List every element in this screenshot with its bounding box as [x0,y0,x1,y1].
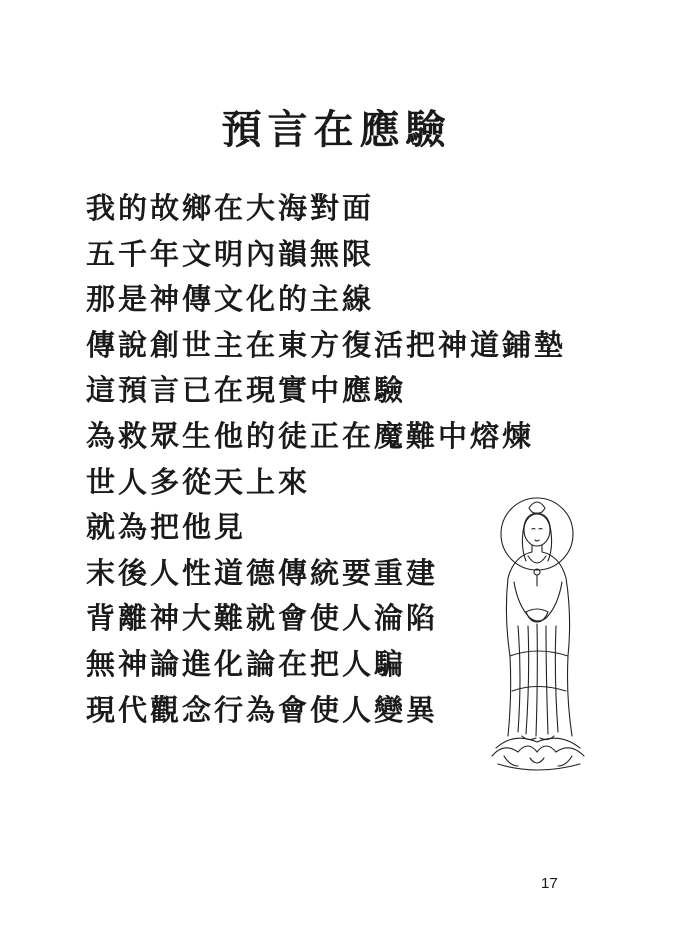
bodhisattva-figure-icon [474,486,604,776]
poem-line: 就為把他見 [86,510,247,545]
poem-line: 無神論進化論在把人騙 [86,646,407,681]
poem-line: 世人多從天上來 [86,464,311,499]
poem-line: 那是神傳文化的主線 [86,282,375,317]
page-number: 17 [541,875,558,892]
poem-line: 為救眾生他的徒正在魔難中熔煉 [86,418,535,453]
poem-line: 背離神大難就會使人淪陷 [86,601,439,636]
poem-line: 現代觀念行為會使人變異 [86,692,439,727]
poem-line: 五千年文明內韻無限 [86,236,375,271]
poem-line: 我的故鄉在大海對面 [86,191,375,225]
poem-line: 末後人性道德傳統要重建 [86,555,439,590]
page-title: 預言在應驗 [221,106,452,153]
poem-line: 傳說創世主在東方復活把神道鋪墊 [86,327,567,362]
poem-line: 這預言已在現實中應驗 [86,373,407,408]
